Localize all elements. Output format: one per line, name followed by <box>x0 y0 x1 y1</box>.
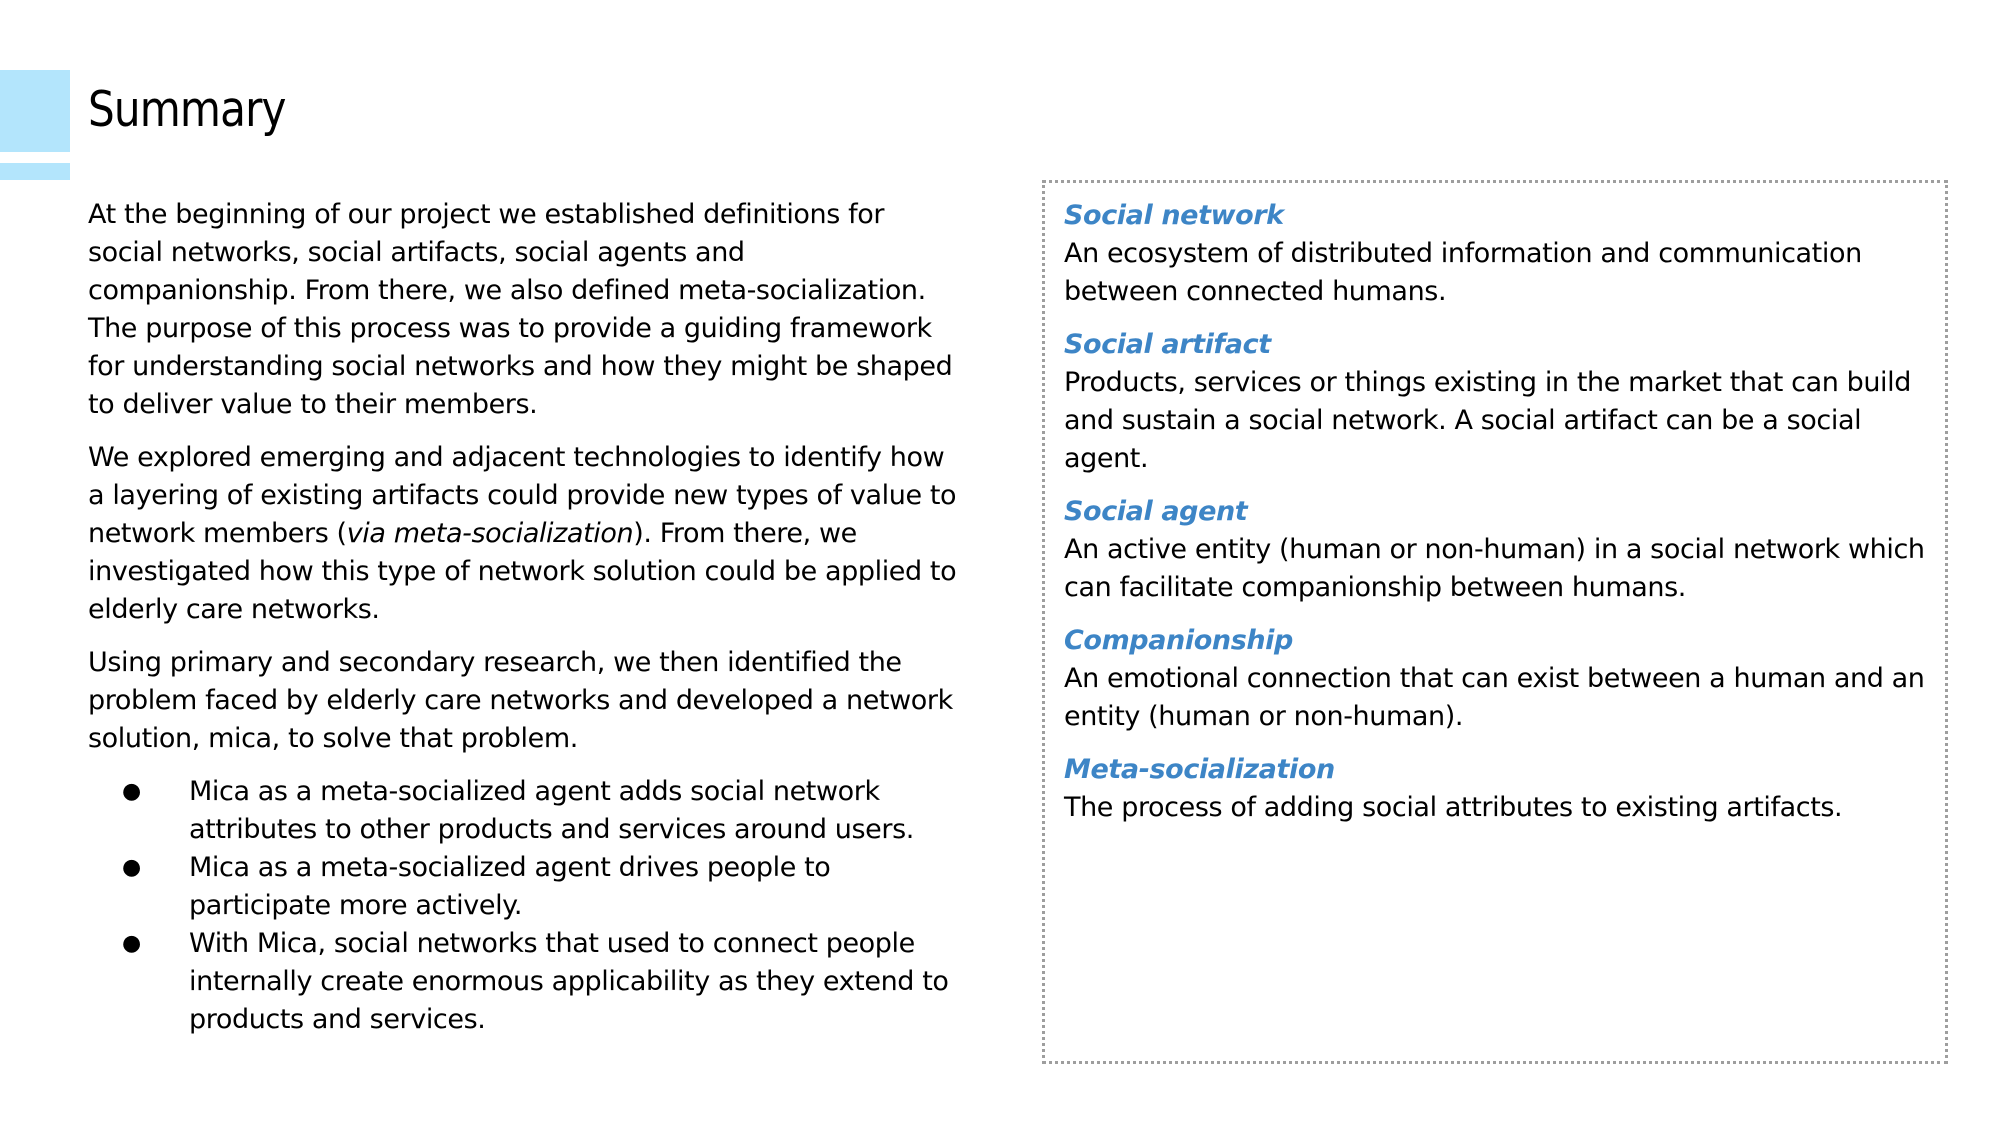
summary-paragraph-3: Using primary and secondary research, we then identified the problem faced by elderly care networks and developed a network solution, mica, to solve that problem. <box>88 647 953 754</box>
definition-item <box>1064 622 1929 736</box>
bullet-list <box>88 773 958 1039</box>
definition-item <box>1064 197 1929 311</box>
definition-term: Social artifact <box>1064 329 1271 360</box>
paragraph-2-text-end: ). From there, we investigated how this type of network solution could be applied to elderly care networks. <box>88 518 957 625</box>
list-item-text: Mica as a meta-socialized agent adds social network attributes to other products and services around users. <box>189 776 914 845</box>
summary-paragraph-1: At the beginning of our project we established definitions for social networks, social artifacts, social agents and companionship. From there, we also defined meta-socialization. The purpose of this process was to provide a guiding framework for understanding social networks and how they might be shaped to deliver value to their members. <box>88 199 953 420</box>
definitions-box <box>1042 180 1948 1064</box>
list-item-text: With Mica, social networks that used to connect people internally create enormous applicability as they extend to products and services. <box>189 928 949 1035</box>
definition-item <box>1064 751 1929 827</box>
summary-column <box>88 196 958 1039</box>
accent-bar <box>0 163 70 180</box>
list-item <box>88 925 958 1039</box>
definition-term: Companionship <box>1064 625 1293 656</box>
bullet-icon: ● <box>122 855 141 880</box>
definition-term: Meta-socialization <box>1064 754 1335 785</box>
accent-block <box>0 70 70 152</box>
summary-paragraph-2 <box>88 439 958 629</box>
list-item <box>88 849 958 925</box>
bullet-icon: ● <box>122 779 141 804</box>
definition-item <box>1064 493 1929 607</box>
list-item-text: Mica as a meta-socialized agent drives people to participate more actively. <box>189 852 831 921</box>
paragraph-2-text-start: We explored emerging and adjacent technologies to identify how a layering of existing artifacts could provide new types of value to network members ( <box>88 442 957 549</box>
bullet-icon: ● <box>122 931 141 956</box>
paragraph-2-italic-text: via meta-socialization <box>346 518 634 549</box>
list-item <box>88 773 958 849</box>
definition-text: Products, services or things existing in the market that can build and sustain a social network. A social artifact can be a social agent. <box>1064 367 1912 474</box>
page-title: Summary <box>88 81 286 138</box>
definition-term: Social agent <box>1064 496 1248 527</box>
definition-text: The process of adding social attributes to existing artifacts. <box>1064 792 1843 823</box>
definition-text: An emotional connection that can exist between a human and an entity (human or non-human). <box>1064 663 1925 732</box>
definition-text: An active entity (human or non-human) in a social network which can facilitate companionship between humans. <box>1064 534 1925 603</box>
definition-item <box>1064 326 1929 478</box>
definition-term: Social network <box>1064 200 1284 231</box>
definition-text: An ecosystem of distributed information and communication between connected humans. <box>1064 238 1862 307</box>
